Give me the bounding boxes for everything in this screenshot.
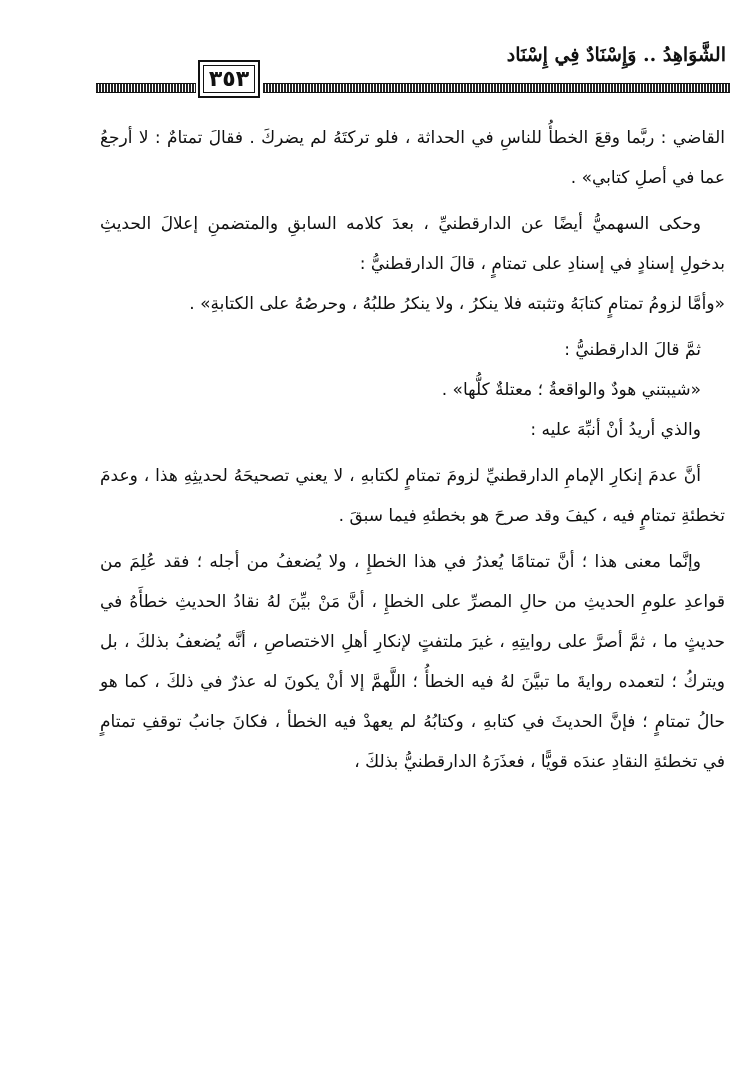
paragraph-8: وإنَّما معنى هذا ؛ أنَّ تمتامًا يُعذرُ في هذا الخطإِ ، ولا يُضعفُ من أجله ؛ فقد عُلِمَ من قواعدِ علومِ الحديثِ من حالِ المصرِّ على الخطإِ ، أنَّ مَنْ بيِّنَ لهُ نقادُ الحديثِ خطأَهُ في حديثٍ ما ، ثمَّ أصرَّ على روايتِهِ ، غيرَ ملتفتٍ لإنكارِ أهلِ الاختصاصِ ، أنَّه يُضعفُ بذلكَ ، بل ويتركُ ؛ لتعمده روايةَ ما تبيَّنَ لهُ فيه الخطأُ ؛ اللَّهمَّ إلا أنْ يكونَ له عذرٌ في ذلكَ ، كما هو حالُ تمتامٍ ؛ فإنَّ الحديثَ في كتابهِ ، وكتابُهُ لم يعهدْ فيه الخطأ ، فكانَ جانبُ توقفِ تمتامٍ في تخطئةِ النقادِ عندَه قويًّا ، فعذَرَهُ الدارقطنيُّ بذلكَ ، [100, 552, 725, 772]
header-rule-left [96, 83, 196, 93]
page-number: ٣٥٣ [198, 60, 260, 98]
paragraph-2: وحكى السهميُّ أيضًا عن الدارقطنيِّ ، بعدَ كلامه السابقِ والمتضمنِ إعلالَ الحديثِ بدخولِ إسنادٍ في إسنادِ على تمتامٍ ، قالَ الدارقطنيُّ : [100, 214, 725, 274]
paragraph-3: «وأمَّا لزومُ تمتامٍ كتابَهُ وتثبته فلا ينكرُ ، ولا ينكرُ طلبُهُ ، وحرصُهُ على الكتابةِ» . [189, 294, 725, 314]
paragraph-5: «شيبتني هودٌ والواقعةُ ؛ معتلةٌ كلُّها» . [441, 380, 701, 400]
header-rule-right [263, 83, 730, 93]
page-header [96, 44, 726, 104]
paragraph-7: أنَّ عدمَ إنكارِ الإمامِ الدارقطنيِّ لزومَ تمتامٍ لكتابهِ ، لا يعني تصحيحَهُ لحديثِهِ هذا ، وعدمَ تخطئةِ تمتامٍ فيه ، كيفَ وقد صرحَ هو بخطئهِ فيما سبقَ . [100, 466, 725, 526]
running-title: الشَّوَاهِدُ .. وَإِسْنَادٌ فِي إِسْنَاد [506, 44, 726, 66]
paragraph-1: القاضي : ربَّما وقعَ الخطأُ للناسِ في الحداثة ، فلو تركتَهُ لم يضركَ . فقالَ تمتامٌ : لا أرجعُ عما في أصلِ كتابي» . [100, 128, 725, 188]
paragraph-6: والذي أريدُ أنْ أنبِّهَ عليه : [530, 420, 701, 440]
body-text [100, 118, 725, 782]
paragraph-4: ثمَّ قالَ الدارقطنيُّ : [564, 340, 701, 360]
